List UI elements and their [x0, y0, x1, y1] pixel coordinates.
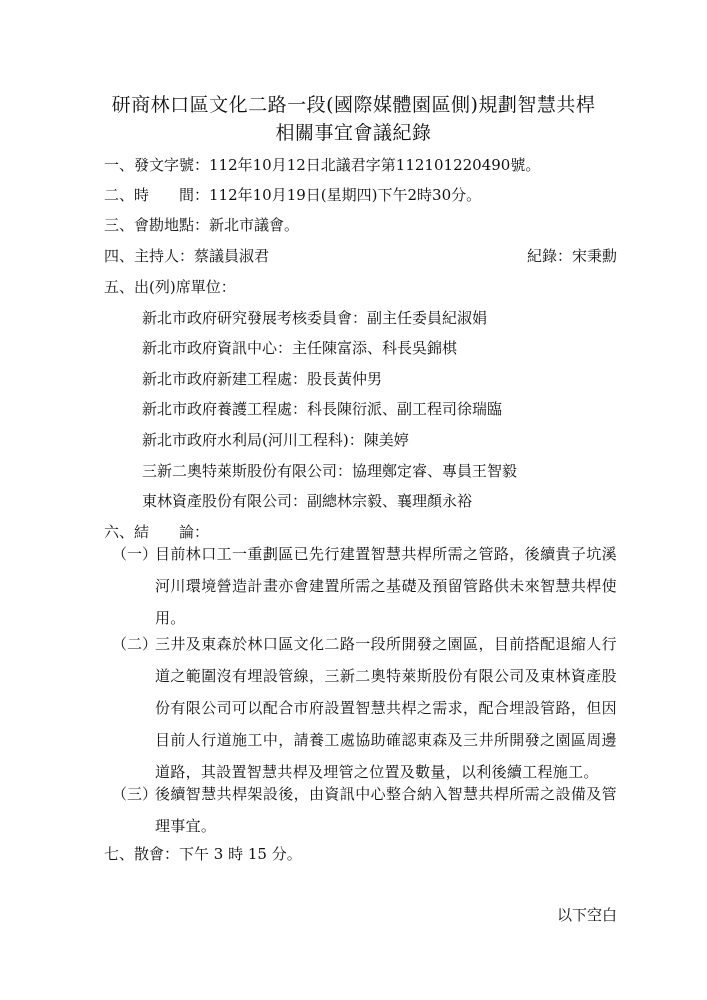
- adjourn-time: 七、散會：下午 3 時 15 分。: [104, 845, 302, 863]
- conclusion-label-2: （二）: [112, 635, 158, 653]
- attendee-item: 新北市政府資訊中心：主任陳富添、科長吳錦棋: [142, 339, 458, 357]
- conclusion-heading: 六、結 論：: [104, 523, 210, 541]
- meeting-recorder: 紀錄：宋秉勳: [526, 247, 617, 265]
- attendee-item: 東林資產股份有限公司：副總林宗毅、襄理顏永裕: [142, 492, 473, 510]
- meeting-host: 四、主持人：蔡議員淑君: [104, 247, 270, 265]
- attendees-heading: 五、出(列)席單位：: [104, 278, 236, 296]
- attendee-item: 新北市政府研究發展考核委員會：副主任委員紀淑娟: [142, 309, 488, 327]
- title-line-1: 研商林口區文化二路一段(國際媒體園區側)規劃智慧共桿: [111, 94, 596, 116]
- blank-below-note: 以下空白: [556, 906, 617, 924]
- attendee-item: 新北市政府養護工程處：科長陳衍派、副工程司徐瑞臨: [142, 400, 503, 418]
- title-line-2: 相關事宜會議紀錄: [275, 122, 432, 144]
- conclusion-text-3: 後續智慧共桿架設後，由資訊中心整合納入智慧共桿所需之設備及管理事宜。: [155, 785, 617, 835]
- attendee-item: 三新二奧特萊斯股份有限公司：協理鄭定睿、專員王智毅: [142, 462, 518, 480]
- conclusion-text-1: 目前林口工一重劃區已先行建置智慧共桿所需之管路，後續貴子坑溪河川環境營造計畫亦會建置所需之基礎及預留管路供未來智慧共桿使用。: [155, 545, 617, 627]
- attendee-item: 新北市政府新建工程處：股長黃仲男: [142, 370, 383, 388]
- conclusion-text-2: 三井及東森於林口區文化二路一段所開發之園區，目前搭配退縮人行道之範圍沒有埋設管線，三新二奧特萊斯股份有限公司及東林資產股份有限公司可以配合市府設置智慧共桿之需求，配合埋設管路，但因目前人行道施工中，請養工處協助確認東森及三井所開發之園區周邊道路，其設置智慧共桿及埋管之位置及數量，以利後續工程施工。: [155, 635, 617, 781]
- attendee-item: 新北市政府水利局(河川工程科)：陳美婷: [142, 431, 409, 449]
- conclusion-label-1: （一）: [112, 545, 158, 563]
- conclusion-label-3: （三）: [112, 785, 158, 803]
- doc-number: 一、發文字號：112年10月12日北議君字第112101220490號。: [104, 156, 541, 174]
- meeting-location: 三、會勘地點：新北市議會。: [104, 216, 300, 234]
- meeting-time: 二、時 間：112年10月19日(星期四)下午2時30分。: [104, 186, 482, 204]
